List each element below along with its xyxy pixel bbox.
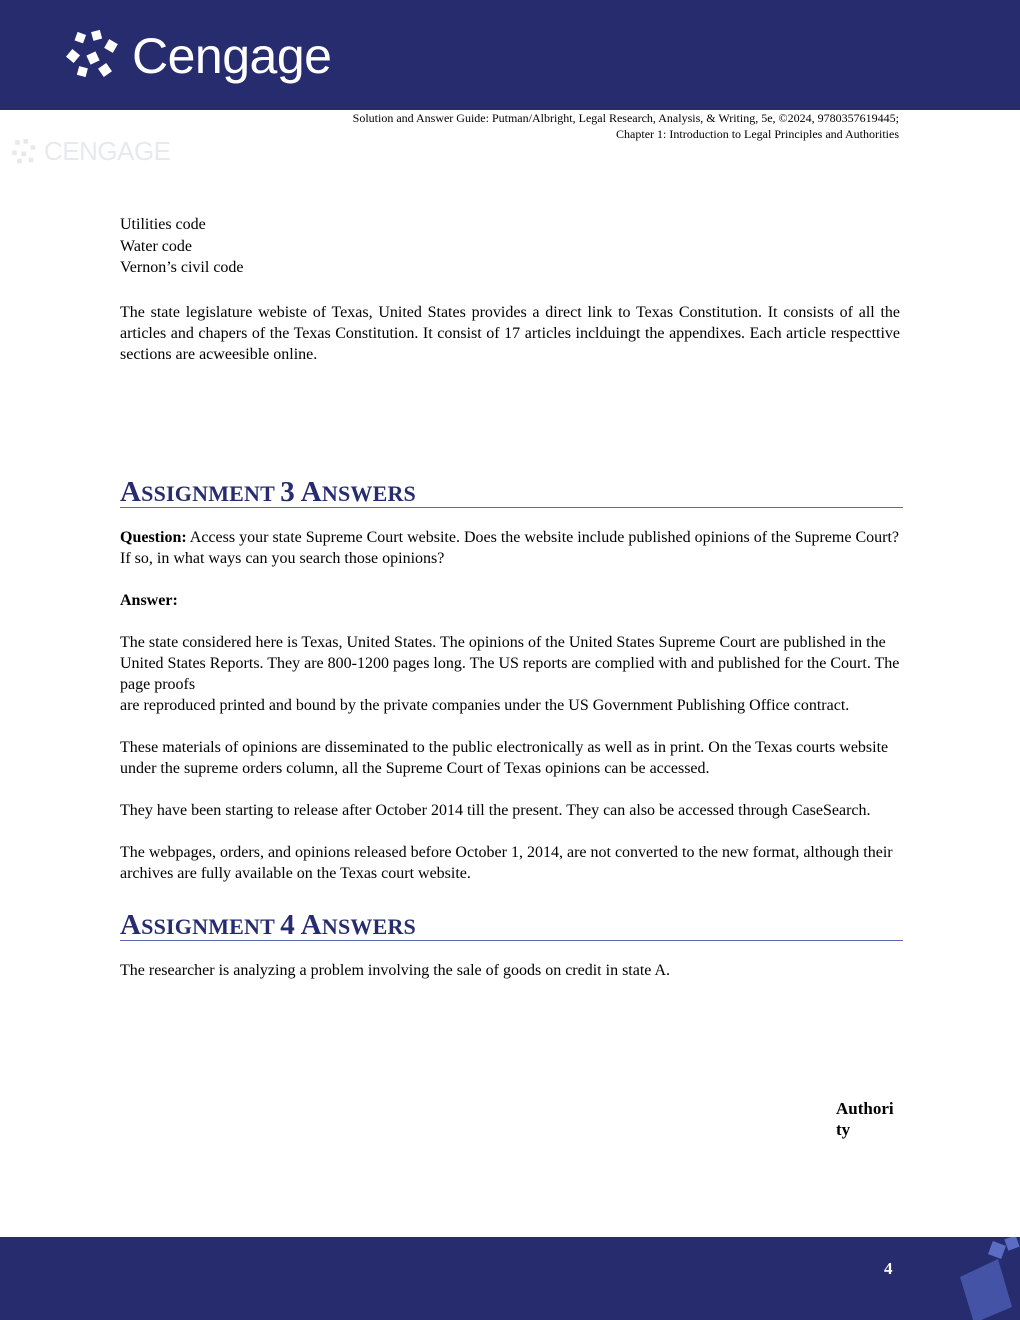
code-item: Water code [120, 237, 192, 255]
code-list [120, 214, 900, 279]
running-head-line2: Chapter 1: Introduction to Legal Principles and Authorities [616, 127, 899, 141]
answer-paragraph-4: The webpages, orders, and opinions released before October 1, 2014, are not converted to the new format, although their archives are fully available on the Texas court website. [120, 843, 893, 882]
question-paragraph [120, 527, 900, 569]
answer-label: Answer: [120, 591, 178, 609]
question-label: Question: [120, 528, 187, 546]
page-number: 4 [884, 1259, 893, 1278]
document-body [120, 214, 900, 981]
ghost-brand: CENGAGE [44, 136, 171, 166]
code-item: Utilities code [120, 216, 206, 233]
ghost-logo-mark-icon [10, 137, 40, 167]
answer-label-paragraph [120, 590, 900, 611]
authority-column-header: Authori ty [836, 1099, 894, 1139]
cengage-logo [66, 28, 331, 84]
code-item: Vernon’s civil code [120, 259, 244, 276]
footer-band [0, 1237, 1020, 1320]
assignment-3-heading: ASSIGNMENT 3 ANSWERS [120, 482, 903, 508]
footer-logo-fragment-icon [950, 1237, 1020, 1320]
intro-paragraph: The state legislature webiste of Texas, United States provides a direct link to Texas Constitution. It consists of all the articles and chapers of the Texas Constitution. It consist of 17 articles inclduingt the appendixes. Each article respecttive sections are acweesible online. [120, 303, 900, 363]
running-head-line1: Solution and Answer Guide: Putman/Albright, Legal Research, Analysis, & Writing, 5e, ©2024, 9780357619445; [352, 111, 899, 125]
answer-paragraph-1a: The state considered here is Texas, United States. The opinions of the United States Supreme Court are published in the United States Reports. They are 800-1200 pages long. The US reports are complied with and published for the Court. The page proofs [120, 633, 900, 693]
brand-name: Cengage [132, 28, 332, 84]
assignment-4-paragraph: The researcher is analyzing a problem involving the sale of goods on credit in state A. [120, 961, 671, 979]
header-band [0, 0, 1020, 110]
question-text: Access your state Supreme Court website. Does the website include published opinions of the Supreme Court? If so, in what ways can you search those opinions? [120, 528, 899, 567]
ghost-logo-watermark [10, 136, 171, 167]
assignment-4-heading: ASSIGNMENT 4 ANSWERS [120, 915, 903, 941]
answer-paragraph-2: These materials of opinions are disseminated to the public electronically as well as in print. On the Texas courts website under the supreme orders column, all the Supreme Court of Texas opinions can be accessed. [120, 738, 889, 777]
cengage-logo-mark-icon [66, 29, 124, 83]
running-head [353, 110, 899, 142]
answer-paragraph-3: They have been starting to release after October 2014 till the present. They can also be accessed through CaseSearch. [120, 801, 871, 819]
answer-paragraph-1b: are reproduced printed and bound by the private companies under the US Government Publishing Office contract. [120, 696, 850, 714]
